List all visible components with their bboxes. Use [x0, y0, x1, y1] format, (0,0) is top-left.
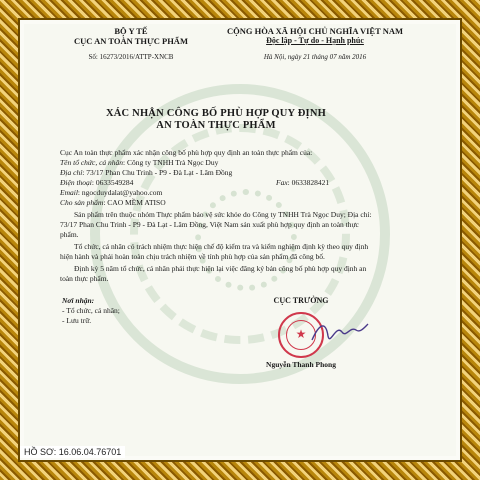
- intro-line: Cục An toàn thực phẩm xác nhận công bố phù hợp quy định an toàn thực phẩm của:: [60, 148, 313, 157]
- country-name: CỘNG HÒA XÃ HỘI CHỦ NGHĨA VIỆT NAM: [226, 26, 404, 36]
- email-value: : ngocduydalat@yahoo.com: [77, 188, 163, 197]
- recipient-item: - Tổ chức, cá nhân;: [62, 306, 120, 315]
- place-date: Hà Nội, ngày 21 tháng 07 năm 2016: [263, 53, 367, 61]
- signer-name: Nguyễn Thanh Phong: [266, 360, 336, 369]
- org-value: : Công ty TNHH Trà Ngọc Duy: [123, 158, 219, 167]
- signature-block: [226, 296, 376, 305]
- document-number: Số: 16273/2016/ATTP-XNCB: [88, 53, 174, 61]
- dossier-number: HỒ SƠ: 16.06.04.76701: [20, 446, 125, 458]
- product-row: [60, 198, 375, 208]
- address-value: : 73/17 Phan Chu Trinh - P9 - Đà Lạt - Lâm Đồng: [82, 168, 233, 177]
- paragraph-renewal: Định kỳ 5 năm tổ chức, cá nhân phải thực hiện lại việc đăng ký bản công bố phù hợp quy định an toàn thực phẩm.: [60, 264, 367, 283]
- paragraph-responsibility: Tổ chức, cá nhân có trách nhiệm thực hiện chế độ kiểm tra và kiểm nghiệm định kỳ theo quy định hiện hành và phải hoàn toàn chịu trách nhiệm về tính phù hợp của sản phẩm đã công bố.: [60, 242, 369, 261]
- org-label: Tên tổ chức, cá nhân: [60, 158, 124, 167]
- email-row: [60, 188, 375, 198]
- org-row: [60, 158, 375, 168]
- fax-value: : 0633828421: [287, 178, 330, 187]
- phone-value: : 0633549284: [91, 178, 134, 187]
- title-line-2: AN TOÀN THỰC PHẨM: [156, 120, 276, 131]
- handwritten-signature: [310, 318, 370, 348]
- certificate-body: [60, 148, 375, 284]
- issuer-header: [56, 26, 206, 62]
- title-line-1: XÁC NHẬN CÔNG BỐ PHÙ HỢP QUY ĐỊNH: [105, 108, 326, 119]
- address-row: [60, 168, 375, 178]
- phone-fax-row: [60, 178, 375, 188]
- fax-field: [276, 178, 329, 188]
- recipient-item: - Lưu trữ.: [62, 316, 92, 325]
- ministry-name: BỘ Y TẾ: [114, 26, 148, 36]
- recipients-block: [62, 296, 120, 326]
- email-label: Email: [60, 188, 78, 197]
- paragraph-product-group: Sản phẩm trên thuộc nhóm Thực phẩm bảo vệ sức khỏe do Công ty TNHH Trà Ngọc Duy; Địa chỉ: 73/17 Phan Chu Trinh - P9 - Đà Lạt - Lâm Đồng, Việt Nam sản xuất phù hợp quy định an toàn thực phẩm.: [60, 210, 372, 239]
- national-motto: Độc lập - Tự do - Hạnh phúc: [266, 36, 364, 45]
- national-header: [210, 26, 420, 62]
- department-name: CỤC AN TOÀN THỰC PHẨM: [74, 36, 188, 46]
- recipients-label: Nơi nhận:: [62, 296, 95, 305]
- stamp-star-icon: ★: [295, 327, 307, 341]
- signer-title: CỤC TRƯỞNG: [273, 296, 329, 305]
- product-value: : CAO MỀM ATISO: [103, 198, 166, 207]
- product-label: Cho sản phẩm: [60, 198, 104, 207]
- phone-label: Điện thoại: [60, 178, 92, 187]
- fax-label: Fax: [276, 178, 288, 187]
- document-title: [60, 108, 372, 132]
- address-label: Địa chỉ: [60, 168, 83, 177]
